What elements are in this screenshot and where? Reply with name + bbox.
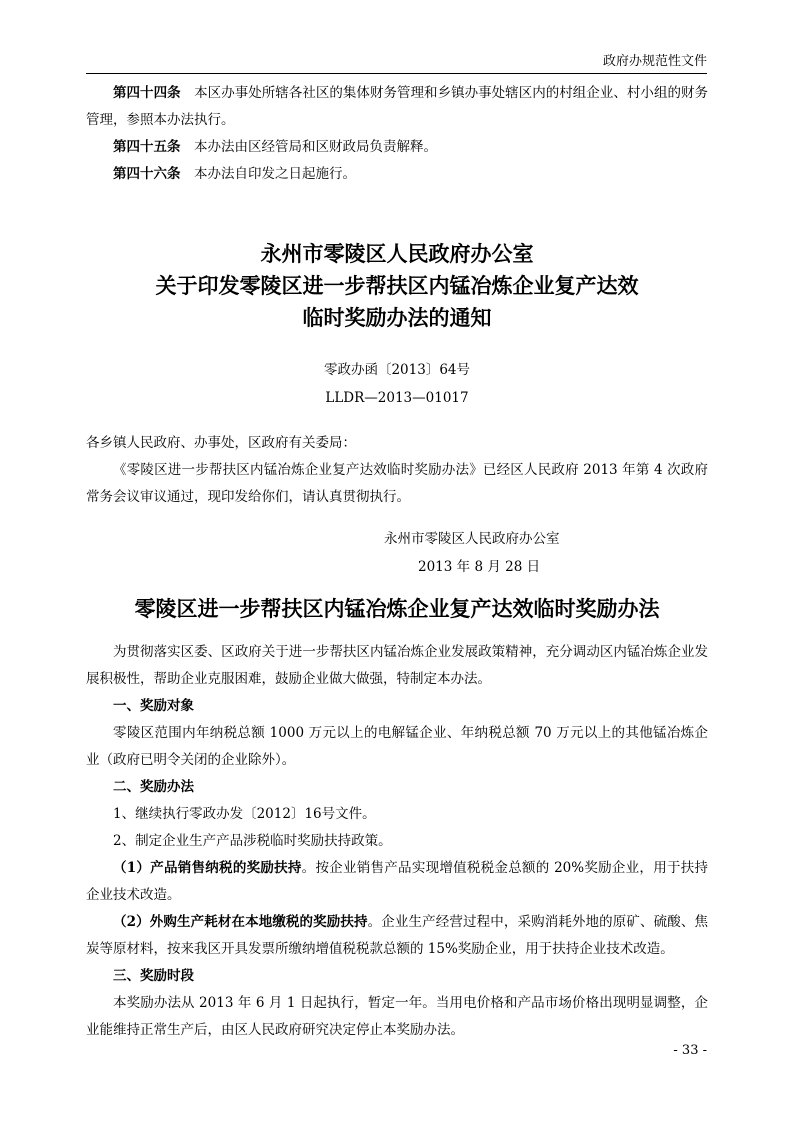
section-2-heading: 二、奖励办法 — [113, 779, 194, 795]
article-44 — [86, 80, 708, 134]
issue-date: 2013 年 8 月 28 日 — [418, 559, 541, 575]
article-text: 本办法由区经管局和区财政局负责解释。 — [180, 139, 437, 155]
measures-title: 零陵区进一步帮扶区内锰冶炼企业复产达效临时奖励办法 — [134, 597, 660, 621]
sub-1-label: （1）产品销售纳税的奖励扶持 — [113, 860, 302, 876]
section-3-heading: 三、奖励时段 — [113, 968, 194, 984]
header-text: 政府办规范性文件 — [602, 54, 707, 69]
notice-title-line-2: 关于印发零陵区进一步帮扶区内锰冶炼企业复产达效 — [155, 274, 639, 298]
document-number: 零政办函〔2013〕64号 — [323, 362, 471, 378]
section-2-item-1: 1、继续执行零政办发〔2012〕16号文件。 — [113, 806, 376, 822]
article-number: 第四十六条 — [113, 166, 181, 182]
notice-body: 《零陵区进一步帮扶区内锰冶炼企业复产达效临时奖励办法》已经区人民政府 2013 年第 4 次政府常务会议审议通过，现印发给你们，请认真贯彻执行。 — [86, 462, 708, 505]
section-1-heading: 一、奖励对象 — [113, 698, 194, 714]
page-number: - 33 - — [673, 1043, 707, 1058]
registration-number: LLDR—2013—01017 — [325, 390, 469, 406]
section-3-text: 本奖励办法从 2013 年 6 月 1 日起执行，暂定一年。当用电价格和产品市场价格出现明显调整，企业能维持正常生产后，由区人民政府研究决定停止本奖励办法。 — [86, 995, 708, 1038]
page-header — [86, 53, 707, 74]
article-number: 第四十四条 — [113, 85, 181, 101]
section-2-item-2: 2、制定企业生产产品涉税临时奖励扶持政策。 — [113, 833, 392, 849]
article-45 — [86, 134, 708, 161]
document-body — [86, 80, 708, 1044]
notice-title-line-3: 临时奖励办法的通知 — [302, 306, 492, 330]
section-1-text: 零陵区范围内年纳税总额 1000 万元以上的电解锰企业、年纳税总额 70 万元以上的其他锰冶炼企业（政府已明令关闭的企业除外）。 — [86, 725, 708, 768]
article-text: 本区办事处所辖各社区的集体财务管理和乡镇办事处辖区内的村组企业、村小组的财务管理，参照本办法执行。 — [86, 85, 709, 128]
measures-intro: 为贯彻落实区委、区政府关于进一步帮扶区内锰冶炼企业发展政策精神，充分调动区内锰冶炼企业发展积极性，帮助企业克服困难，鼓励企业做大做强，特制定本办法。 — [86, 644, 708, 687]
section-2-sub-1 — [86, 855, 708, 909]
issuer: 永州市零陵区人民政府办公室 — [384, 531, 560, 547]
sub-2-label: （2）外购生产耗材在本地缴税的奖励扶持 — [113, 914, 368, 930]
sub-2-text: 。企业生产经营过程中，采购消耗外地的原矿、硫酸、焦炭等原材料，按来我区开具发票所缴纳增值税税款总额的 15%奖励企业，用于扶持企业技术改造。 — [86, 914, 708, 957]
article-46 — [86, 161, 708, 188]
section-2-sub-2 — [86, 909, 708, 963]
notice-title-line-1: 永州市零陵区人民政府办公室 — [260, 242, 534, 266]
addressee: 各乡镇人民政府、办事处，区政府有关委局： — [86, 435, 356, 451]
article-number: 第四十五条 — [113, 139, 181, 155]
sub-1-text: 。按企业销售产品实现增值税税金总额的 20%奖励企业，用于扶持企业技术改造。 — [86, 860, 708, 903]
article-text: 本办法自印发之日起施行。 — [180, 166, 356, 182]
